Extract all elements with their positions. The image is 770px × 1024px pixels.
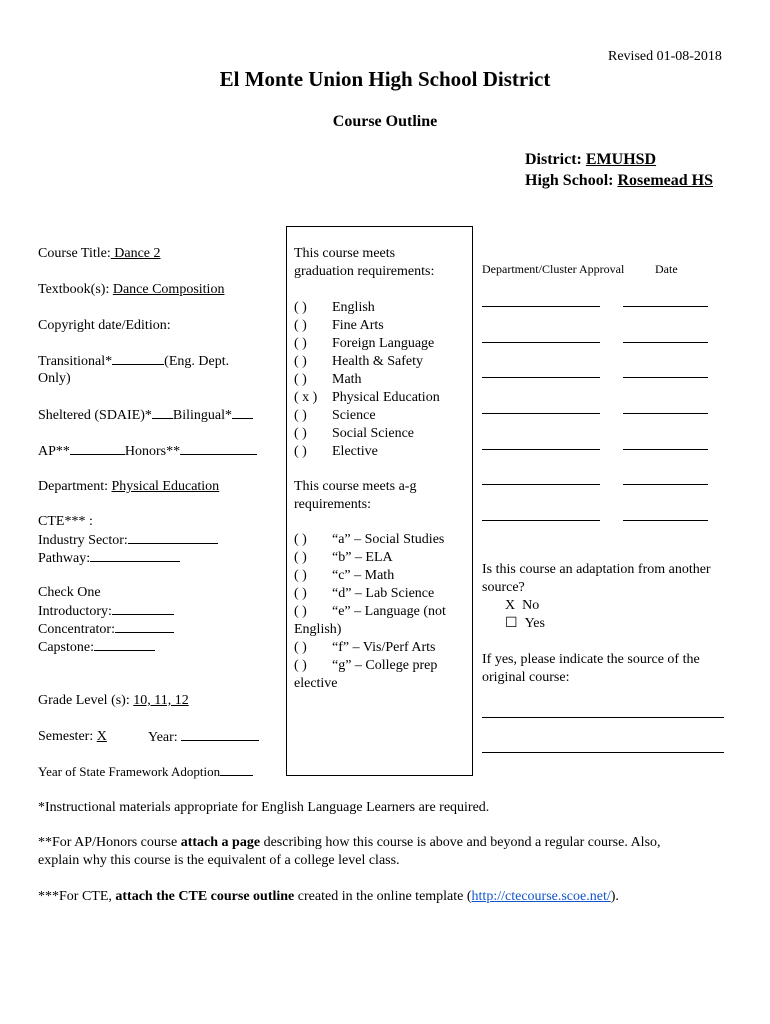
approval-signature-line[interactable]: [482, 520, 600, 521]
requirement-label: “f” – Vis/Perf Arts: [332, 640, 436, 655]
district-name: El Monte Union High School District: [219, 67, 551, 91]
department-value[interactable]: Physical Education: [111, 479, 220, 494]
industry-field: [38, 531, 218, 550]
source-line[interactable]: [482, 752, 724, 753]
course-title-field: [38, 245, 161, 263]
ag-requirement-row: [294, 639, 446, 657]
pathway-field: [38, 549, 180, 568]
grad-requirement-row: [294, 443, 440, 461]
ag-intro-1: This course meets a-g: [294, 479, 417, 494]
requirement-label: “a” – Social Studies: [332, 532, 445, 547]
approval-signature-line[interactable]: [482, 413, 600, 414]
ap-blank[interactable]: [70, 442, 125, 455]
ag-requirement-row: [294, 549, 446, 567]
requirement-label: “c” – Math: [332, 568, 395, 583]
ag-intro-2: requirements:: [294, 497, 371, 512]
approval-date-line[interactable]: [623, 449, 708, 450]
concentrator-label: Concentrator:: [38, 622, 115, 637]
sheltered-label: Sheltered (SDAIE)*: [38, 408, 152, 423]
bilingual-label: Bilingual*: [172, 408, 233, 423]
grad-requirement-row: [294, 335, 440, 353]
no-checkbox[interactable]: X: [505, 598, 516, 613]
check-one-label: Check One: [38, 585, 101, 600]
concentrator-field: [38, 620, 174, 639]
course-title-label: Course Title:: [38, 246, 111, 261]
year-blank[interactable]: [181, 728, 259, 741]
adaptation-no-option[interactable]: [505, 597, 539, 615]
adaptation-question-1: Is this course an adaptation from another: [482, 562, 711, 577]
approval-signature-line[interactable]: [482, 377, 600, 378]
year-label: Year:: [148, 730, 178, 745]
requirement-label: English): [294, 622, 342, 637]
district-line: [525, 150, 656, 170]
pathway-label: Pathway:: [38, 551, 91, 566]
introductory-blank[interactable]: [112, 602, 174, 615]
requirement-label: Math: [332, 372, 362, 387]
approval-date-line[interactable]: [623, 377, 708, 378]
grad-requirement-row: [294, 371, 440, 389]
transitional-field: [38, 352, 229, 371]
requirement-label: “e” – Language (not: [332, 604, 446, 619]
grad-requirement-row: [294, 407, 440, 425]
capstone-blank[interactable]: [94, 638, 155, 651]
checkbox-mark[interactable]: ( ): [294, 426, 307, 441]
note-cte-bold: attach the CTE course outline: [115, 889, 295, 904]
grad-intro-2: graduation requirements:: [294, 264, 435, 279]
transitional-label: Transitional*: [38, 354, 113, 369]
textbook-label: Textbook(s):: [38, 282, 110, 297]
ag-requirement-row: [294, 567, 446, 585]
requirement-label: Physical Education: [332, 390, 440, 405]
requirement-label: English: [332, 300, 375, 315]
approval-signature-line[interactable]: [482, 484, 600, 485]
school-label: High School:: [525, 172, 614, 189]
checkbox-mark[interactable]: ( ): [294, 336, 307, 351]
checkbox-mark[interactable]: ( ): [294, 568, 307, 583]
ag-requirement-row: [294, 585, 446, 603]
grad-requirement-row: [294, 425, 440, 443]
framework-label: Year of State Framework Adoption: [38, 764, 221, 779]
yes-label: Yes: [524, 616, 545, 631]
industry-blank[interactable]: [128, 531, 218, 544]
source-line[interactable]: [482, 717, 724, 718]
capstone-label: Capstone:: [38, 640, 94, 655]
note-cte-end: ).: [610, 889, 619, 904]
note-ap-honors: [38, 834, 661, 852]
department-field: [38, 478, 219, 496]
requirement-label: elective: [294, 676, 338, 691]
checkbox-mark[interactable]: ( ): [294, 586, 307, 601]
requirement-label: Science: [332, 408, 376, 423]
page-title: Course Outline: [332, 113, 438, 130]
ag-requirement-row: [294, 531, 446, 549]
framework-blank[interactable]: [220, 763, 253, 776]
revised-date: Revised 01-08-2018: [608, 49, 722, 64]
semester-value[interactable]: X: [96, 729, 107, 744]
ag-requirement-row: [294, 621, 446, 639]
transitional-blank[interactable]: [112, 352, 164, 365]
requirement-label: “b” – ELA: [332, 550, 393, 565]
course-title-value[interactable]: Dance 2: [110, 246, 161, 261]
checkbox-mark[interactable]: ( ): [294, 372, 307, 387]
ag-requirement-row: [294, 657, 446, 675]
grade-level-field: [38, 692, 189, 710]
sheltered-blank[interactable]: [152, 406, 173, 419]
approval-signature-line[interactable]: [482, 449, 600, 450]
adaptation-yes-option[interactable]: [505, 615, 545, 633]
note-ap-post: describing how this course is above and beyond a regular course. Also,: [260, 835, 661, 850]
approval-date-line[interactable]: [623, 413, 708, 414]
copyright-label: Copyright date/Edition:: [38, 318, 171, 333]
approval-date-line[interactable]: [623, 306, 708, 307]
cte-template-link[interactable]: http://ctecourse.scoe.net/: [471, 889, 611, 904]
grad-requirement-row: [294, 317, 440, 335]
department-label: Department:: [38, 479, 108, 494]
ag-requirement-row: [294, 675, 446, 693]
note-cte-mid: created in the online template (: [294, 889, 472, 904]
district-value: EMUHSD: [585, 151, 657, 168]
checkbox-mark[interactable]: ( ): [294, 444, 307, 459]
introductory-field: [38, 602, 174, 621]
requirement-label: “g” – College prep: [332, 658, 438, 673]
note-cte: [38, 888, 619, 906]
requirement-label: Fine Arts: [332, 318, 384, 333]
approval-date-line[interactable]: [623, 484, 708, 485]
concentrator-blank[interactable]: [115, 620, 174, 633]
source-question-2: original course:: [482, 670, 570, 685]
checkbox-mark[interactable]: ( ): [294, 658, 307, 673]
note-ap-pre: **For AP/Honors course: [38, 835, 181, 850]
transitional-suffix-2: Only): [38, 371, 71, 386]
grad-requirement-row: [294, 299, 440, 317]
honors-blank[interactable]: [180, 442, 257, 455]
grad-requirement-row: [294, 353, 440, 371]
graduation-requirements-list: [294, 299, 440, 461]
district-label: District:: [525, 151, 582, 168]
ap-honors-field: [38, 442, 257, 461]
checkbox-mark[interactable]: ( ): [294, 532, 307, 547]
grade-level-label: Grade Level (s):: [38, 693, 130, 708]
transitional-suffix: (Eng. Dept.: [164, 354, 230, 369]
grad-requirement-row: [294, 389, 440, 407]
ag-requirements-list: [294, 531, 446, 693]
note-ell: *Instructional materials appropriate for English Language Learners are required.: [38, 800, 490, 815]
ap-label: AP**: [38, 444, 70, 459]
honors-label: Honors**: [124, 444, 181, 459]
requirement-label: Social Science: [332, 426, 415, 441]
checkbox-mark[interactable]: ( ): [294, 300, 307, 315]
approval-signature-line[interactable]: [482, 306, 600, 307]
checkbox-mark[interactable]: ( ): [294, 604, 307, 619]
pathway-blank[interactable]: [90, 549, 180, 562]
yes-checkbox[interactable]: ☐: [505, 616, 518, 631]
school-value: Rosemead HS: [617, 172, 714, 189]
source-question-1: If yes, please indicate the source of the: [482, 652, 700, 667]
sheltered-bilingual-field: [38, 406, 253, 425]
note-ap-line2: explain why this course is the equivalent of a college level class.: [38, 853, 400, 868]
approval-date-line[interactable]: [623, 342, 708, 343]
note-ap-bold: attach a page: [180, 835, 261, 850]
ag-requirement-row: [294, 603, 446, 621]
semester-field: [38, 728, 107, 746]
cte-label: CTE*** :: [38, 514, 93, 529]
school-line: [525, 171, 713, 191]
semester-label: Semester:: [38, 729, 94, 744]
grad-intro-1: This course meets: [294, 246, 396, 261]
checkbox-mark[interactable]: ( ): [294, 550, 307, 565]
approval-header: Department/Cluster Approval: [482, 262, 625, 276]
note-cte-pre: ***For CTE,: [38, 889, 116, 904]
checkbox-mark[interactable]: ( ): [294, 318, 307, 333]
textbook-field: [38, 281, 224, 299]
introductory-label: Introductory:: [38, 604, 112, 619]
textbook-value[interactable]: Dance Composition: [112, 282, 225, 297]
framework-field: [38, 763, 253, 780]
checkbox-mark[interactable]: ( x ): [294, 390, 318, 405]
bilingual-blank[interactable]: [232, 406, 253, 419]
requirement-label: Elective: [332, 444, 378, 459]
requirement-label: “d” – Lab Science: [332, 586, 435, 601]
date-header: Date: [655, 262, 678, 276]
no-label: No: [522, 598, 540, 613]
checkbox-mark[interactable]: ( ): [294, 640, 307, 655]
checkbox-mark[interactable]: ( ): [294, 408, 307, 423]
approval-date-line[interactable]: [623, 520, 708, 521]
checkbox-mark[interactable]: ( ): [294, 354, 307, 369]
requirement-label: Foreign Language: [332, 336, 435, 351]
adaptation-question-2: source?: [482, 580, 525, 595]
capstone-field: [38, 638, 155, 657]
year-field: [148, 728, 259, 747]
grade-level-value[interactable]: 10, 11, 12: [133, 693, 189, 708]
approval-signature-line[interactable]: [482, 342, 600, 343]
industry-label: Industry Sector:: [38, 533, 128, 548]
requirement-label: Health & Safety: [332, 354, 423, 369]
